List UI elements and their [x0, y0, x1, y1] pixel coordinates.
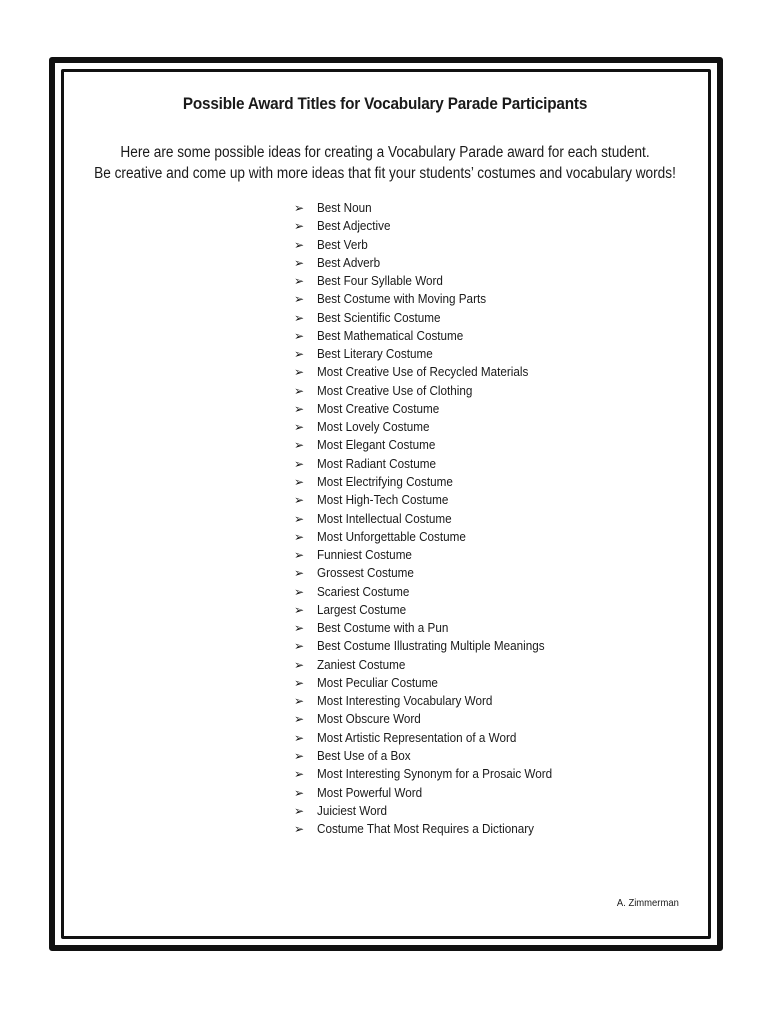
award-title: Best Noun [317, 200, 372, 215]
list-item [294, 528, 578, 546]
arrowhead-bullet-icon: ➢ [294, 219, 305, 234]
arrowhead-bullet-icon: ➢ [294, 730, 305, 745]
arrowhead-bullet-icon: ➢ [294, 201, 305, 215]
list-item [294, 601, 578, 619]
list-item [294, 784, 578, 802]
arrowhead-bullet-icon: ➢ [294, 438, 305, 453]
award-title: Most Obscure Word [317, 711, 421, 727]
award-title: Best Costume Illustrating Multiple Meanings [317, 638, 545, 654]
award-title: Best Mathematical Costume [317, 327, 464, 343]
list-item [294, 674, 578, 692]
list-item [294, 254, 578, 272]
arrowhead-bullet-icon: ➢ [294, 237, 305, 252]
list-item [294, 455, 578, 473]
arrowhead-bullet-icon: ➢ [294, 694, 305, 709]
list-item [294, 436, 578, 454]
list-item [294, 236, 578, 254]
award-title: Most Creative Costume [317, 400, 440, 416]
award-title: Best Adverb [317, 254, 381, 270]
list-item [294, 583, 578, 601]
arrowhead-bullet-icon: ➢ [294, 803, 305, 818]
list-item [294, 363, 578, 381]
document-title: Possible Award Titles for Vocabulary Parade Participants [182, 94, 588, 113]
arrowhead-bullet-icon: ➢ [294, 328, 305, 343]
list-item [294, 290, 578, 308]
list-item [294, 309, 578, 327]
award-title: Best Verb [317, 236, 368, 252]
list-item [294, 510, 578, 528]
list-item [294, 637, 578, 655]
award-title: Most Powerful Word [317, 784, 423, 800]
arrowhead-bullet-icon: ➢ [294, 566, 305, 581]
award-title: Most Creative Use of Recycled Materials [317, 364, 529, 380]
list-item [294, 473, 578, 491]
arrowhead-bullet-icon: ➢ [294, 274, 305, 289]
award-title: Most Electrifying Costume [317, 473, 453, 489]
list-item [294, 747, 578, 765]
list-item [294, 400, 578, 418]
award-title: Most Intellectual Costume [317, 510, 452, 526]
award-title: Most Unforgettable Costume [317, 528, 466, 544]
award-title: Best Costume with Moving Parts [317, 291, 487, 307]
list-item [294, 272, 578, 290]
intro-paragraph [46, 142, 724, 184]
award-titles-list [294, 199, 578, 838]
award-title: Best Literary Costume [317, 346, 433, 362]
list-item [294, 217, 578, 235]
intro-line-1: Here are some possible ideas for creating a Vocabulary Parade award for each student. [120, 144, 650, 161]
award-title: Most Radiant Costume [317, 455, 437, 471]
award-title: Best Adjective [317, 218, 391, 234]
award-title: Costume That Most Requires a Dictionary [317, 821, 534, 837]
list-item [294, 327, 578, 345]
award-title: Best Scientific Costume [317, 309, 441, 325]
arrowhead-bullet-icon: ➢ [294, 529, 305, 544]
intro-line-2: Be creative and come up with more ideas that fit your students’ costumes and vocabulary words! [94, 165, 676, 182]
arrowhead-bullet-icon: ➢ [294, 255, 305, 270]
list-item [294, 418, 578, 436]
arrowhead-bullet-icon: ➢ [294, 748, 305, 763]
list-item [294, 199, 578, 217]
award-title: Most Artistic Representation of a Word [317, 729, 517, 745]
arrowhead-bullet-icon: ➢ [294, 621, 305, 636]
arrowhead-bullet-icon: ➢ [294, 584, 305, 599]
arrowhead-bullet-icon: ➢ [294, 474, 305, 489]
arrowhead-bullet-icon: ➢ [294, 493, 305, 508]
arrowhead-bullet-icon: ➢ [294, 383, 305, 398]
author-credit: A. Zimmerman [617, 897, 679, 909]
arrowhead-bullet-icon: ➢ [294, 420, 305, 435]
arrowhead-bullet-icon: ➢ [294, 602, 305, 617]
list-item [294, 729, 578, 747]
arrowhead-bullet-icon: ➢ [294, 639, 305, 654]
arrowhead-bullet-icon: ➢ [294, 822, 305, 837]
list-item [294, 546, 578, 564]
award-title: Most High-Tech Costume [317, 492, 449, 508]
arrowhead-bullet-icon: ➢ [294, 365, 305, 380]
arrowhead-bullet-icon: ➢ [294, 292, 305, 307]
arrowhead-bullet-icon: ➢ [294, 456, 305, 471]
arrowhead-bullet-icon: ➢ [294, 675, 305, 690]
list-item [294, 765, 578, 783]
list-item [294, 491, 578, 509]
arrowhead-bullet-icon: ➢ [294, 401, 305, 416]
list-item [294, 656, 578, 674]
arrowhead-bullet-icon: ➢ [294, 347, 305, 362]
list-item [294, 382, 578, 400]
award-title: Most Interesting Vocabulary Word [317, 693, 493, 709]
award-title: Most Peculiar Costume [317, 674, 438, 690]
award-title: Best Costume with a Pun [317, 620, 449, 636]
award-title: Largest Costume [317, 601, 407, 617]
arrowhead-bullet-icon: ➢ [294, 511, 305, 526]
award-title: Most Creative Use of Clothing [317, 382, 473, 398]
list-item [294, 692, 578, 710]
arrowhead-bullet-icon: ➢ [294, 548, 305, 563]
award-title: Zaniest Costume [317, 656, 406, 672]
list-item [294, 345, 578, 363]
arrowhead-bullet-icon: ➢ [294, 785, 305, 800]
award-title: Juiciest Word [317, 802, 388, 818]
arrowhead-bullet-icon: ➢ [294, 657, 305, 672]
award-title: Most Elegant Costume [317, 437, 436, 453]
list-item [294, 820, 578, 838]
list-item [294, 564, 578, 582]
list-item [294, 802, 578, 820]
award-title: Best Four Syllable Word [317, 273, 443, 289]
award-title: Grossest Costume [317, 565, 414, 581]
arrowhead-bullet-icon: ➢ [294, 712, 305, 727]
award-title: Best Use of a Box [317, 747, 411, 763]
arrowhead-bullet-icon: ➢ [294, 767, 305, 782]
arrowhead-bullet-icon: ➢ [294, 310, 305, 325]
award-title: Funniest Costume [317, 547, 412, 563]
award-title: Most Interesting Synonym for a Prosaic Word [317, 766, 553, 782]
list-item [294, 619, 578, 637]
award-title: Most Lovely Costume [317, 419, 430, 435]
list-item [294, 710, 578, 728]
award-title: Scariest Costume [317, 583, 410, 599]
